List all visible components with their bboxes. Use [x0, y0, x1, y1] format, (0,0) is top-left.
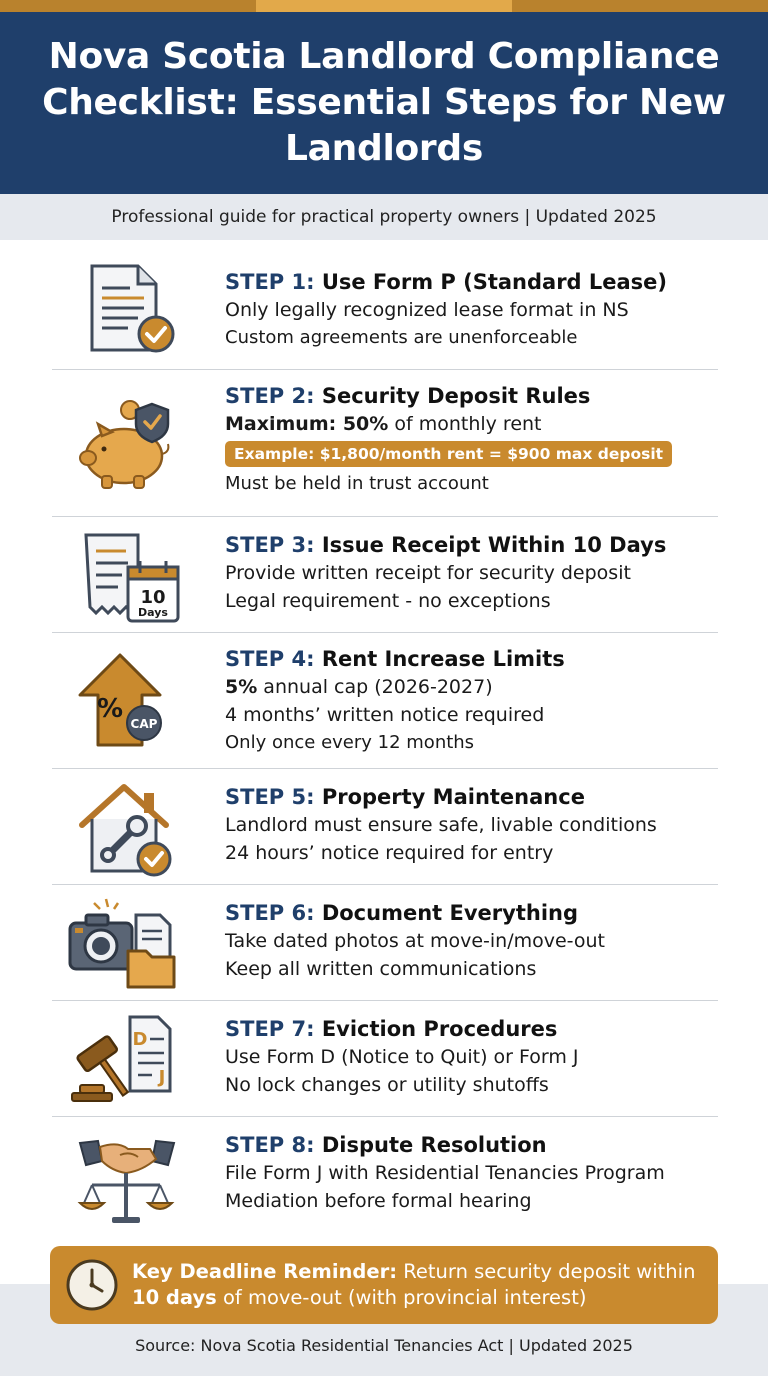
deadline-reminder-box	[50, 1246, 718, 1324]
deadline-text: Return security deposit within	[397, 1260, 696, 1283]
receipt-calendar-icon	[72, 529, 182, 629]
step-number: STEP 4:	[225, 647, 315, 671]
step-number: STEP 2:	[225, 384, 315, 408]
page-title: Nova Scotia Landlord Compliance Checklist: Essential Steps for New Landlords	[42, 36, 726, 169]
icon-form-d: D	[132, 1029, 148, 1050]
camera-folder-icon	[66, 895, 176, 995]
step-detail: Use Form D (Notice to Quit) or Form J	[225, 1046, 579, 1068]
step-highlight-bold: Maximum: 50%	[225, 413, 389, 435]
step-7	[52, 1001, 718, 1117]
icon-cap: CAP	[130, 717, 158, 731]
step-detail: Legal requirement - no exceptions	[225, 590, 551, 612]
step-number: STEP 7:	[225, 1017, 315, 1041]
header-banner	[0, 12, 768, 194]
steps-list	[52, 240, 718, 1233]
step-title: Use Form P (Standard Lease)	[321, 270, 668, 294]
step-title: Security Deposit Rules	[321, 384, 591, 408]
step-4	[52, 633, 718, 769]
step-6	[52, 885, 718, 1001]
step-detail: File Form J with Residential Tenancies Program	[225, 1162, 665, 1184]
step-number: STEP 5:	[225, 785, 315, 809]
step-detail: Provide written receipt for security deposit	[225, 562, 631, 584]
percent-arrow-cap-icon	[72, 651, 182, 751]
top-accent-stripe	[0, 0, 768, 12]
icon-percent: %	[96, 694, 124, 724]
page-subtitle: Professional guide for practical property owners | Updated 2025	[111, 207, 657, 227]
step-detail: Landlord must ensure safe, livable conditions	[225, 814, 657, 836]
step-highlight-bold: 5%	[225, 676, 258, 698]
calendar-number: 10	[140, 587, 166, 608]
step-detail: 4 months’ written notice required	[225, 704, 545, 726]
step-number: STEP 6:	[225, 901, 315, 925]
source-footer: Source: Nova Scotia Residential Tenancies Act | Updated 2025	[135, 1336, 633, 1355]
lease-document-check-icon	[72, 258, 182, 358]
step-detail: Keep all written communications	[225, 958, 537, 980]
deadline-days: 10 days	[132, 1286, 217, 1309]
step-title: Issue Receipt Within 10 Days	[321, 533, 667, 557]
step-number: STEP 8:	[225, 1133, 315, 1157]
step-8	[52, 1117, 718, 1233]
example-badge: Example: $1,800/month rent = $900 max deposit	[225, 441, 672, 467]
step-detail: No lock changes or utility shutoffs	[225, 1074, 549, 1096]
step-detail: Only legally recognized lease format in NS	[225, 299, 629, 321]
step-number: STEP 3:	[225, 533, 315, 557]
deadline-text-2: of move-out (with provincial interest)	[216, 1286, 587, 1309]
step-1	[52, 240, 718, 370]
step-3	[52, 517, 718, 633]
step-2	[52, 370, 718, 517]
gavel-forms-icon	[66, 1011, 176, 1111]
step-detail: Take dated photos at move-in/move-out	[225, 930, 606, 952]
step-title: Rent Increase Limits	[321, 647, 565, 671]
step-detail: Only once every 12 months	[225, 732, 475, 753]
step-number: STEP 1:	[225, 270, 315, 294]
step-detail: Must be held in trust account	[225, 473, 489, 494]
step-title: Dispute Resolution	[321, 1133, 547, 1157]
handshake-scales-icon	[72, 1127, 182, 1227]
step-detail: Mediation before formal hearing	[225, 1190, 532, 1212]
step-5	[52, 769, 718, 885]
step-detail: Custom agreements are unenforceable	[225, 327, 578, 348]
step-detail: 24 hours’ notice required for entry	[225, 842, 554, 864]
deadline-label: Key Deadline Reminder:	[132, 1260, 398, 1283]
piggy-bank-shield-icon	[72, 394, 182, 494]
calendar-label: Days	[138, 606, 168, 619]
subtitle-bar	[0, 194, 768, 240]
clock-icon	[64, 1257, 120, 1313]
step-title: Eviction Procedures	[321, 1017, 558, 1041]
step-title: Property Maintenance	[321, 785, 585, 809]
house-wrench-icon	[72, 779, 182, 879]
icon-form-j: J	[158, 1067, 166, 1088]
step-highlight-rest: annual cap (2026-2027)	[257, 676, 493, 698]
step-highlight-rest: of monthly rent	[388, 413, 542, 435]
step-title: Document Everything	[321, 901, 579, 925]
